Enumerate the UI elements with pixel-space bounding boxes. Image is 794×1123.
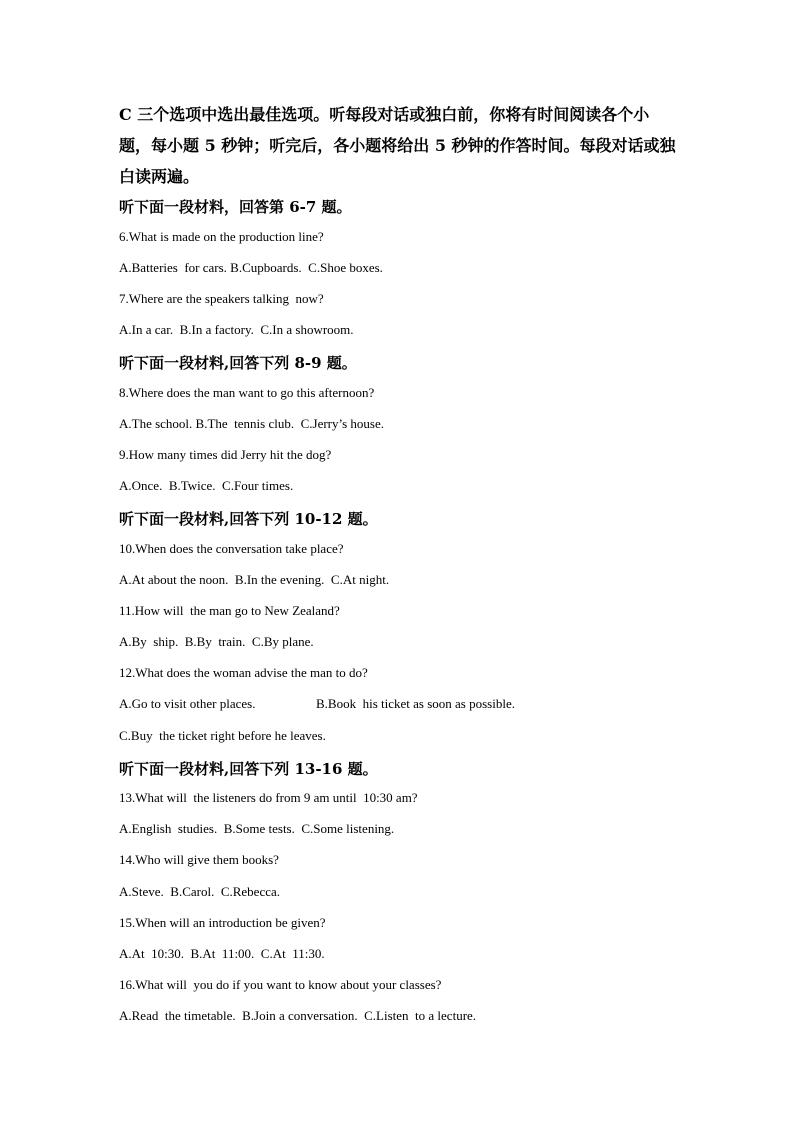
- section-heading-10-12: 听下面一段材料,回答下列 10-12 题。: [119, 510, 378, 528]
- question-12-option-b: B.Book his ticket as soon as possible.: [316, 696, 515, 711]
- question-14-options: A.Steve. B.Carol. C.Rebecca.: [119, 884, 281, 899]
- question-15: 15.When will an introduction be given?: [119, 915, 326, 930]
- question-12: 12.What does the woman advise the man to do?: [119, 665, 368, 680]
- question-13-options: A.English studies. B.Some tests. C.Some listening.: [119, 821, 395, 836]
- question-9-options: A.Once. B.Twice. C.Four times.: [119, 478, 294, 493]
- question-11: 11.How will the man go to New Zealand?: [119, 603, 340, 618]
- question-7-options: A.In a car. B.In a factory. C.In a showroom.: [119, 322, 354, 337]
- section-heading-13-16: 听下面一段材料,回答下列 13-16 题。: [119, 760, 378, 778]
- question-7: 7.Where are the speakers talking now?: [119, 291, 324, 306]
- question-6: 6.What is made on the production line?: [119, 229, 324, 244]
- question-13: 13.What will the listeners do from 9 am until 10:30 am?: [119, 790, 418, 805]
- question-12-option-a: A.Go to visit other places.: [119, 696, 256, 711]
- question-16: 16.What will you do if you want to know about your classes?: [119, 977, 442, 992]
- question-8-options: A.The school. B.The tennis club. C.Jerry’s house.: [119, 416, 385, 431]
- question-16-options: A.Read the timetable. B.Join a conversation. C.Listen to a lecture.: [119, 1008, 477, 1023]
- section-heading-8-9: 听下面一段材料,回答下列 8-9 题。: [119, 354, 357, 372]
- question-6-options: A.Batteries for cars. B.Cupboards. C.Shoe boxes.: [119, 260, 383, 275]
- section-heading-6-7: 听下面一段材料，回答第 6-7 题。: [119, 198, 352, 216]
- question-9: 9.How many times did Jerry hit the dog?: [119, 447, 332, 462]
- question-12-option-c: C.Buy the ticket right before he leaves.: [119, 728, 326, 743]
- question-15-options: A.At 10:30. B.At 11:00. C.At 11:30.: [119, 946, 325, 961]
- section-instructions: C 三个选项中选出最佳选项。听每段对话或独白前，你将有时间阅读各个小题，每小题 5 秒钟；听完后，各小题将给出 5 秒钟的作答时间。每段对话或独白读两遍。: [119, 105, 676, 186]
- question-8: 8.Where does the man want to go this afternoon?: [119, 385, 375, 400]
- question-10: 10.When does the conversation take place?: [119, 541, 344, 556]
- question-14: 14.Who will give them books?: [119, 852, 279, 867]
- question-10-options: A.At about the noon. B.In the evening. C.At night.: [119, 572, 390, 587]
- question-11-options: A.By ship. B.By train. C.By plane.: [119, 634, 314, 649]
